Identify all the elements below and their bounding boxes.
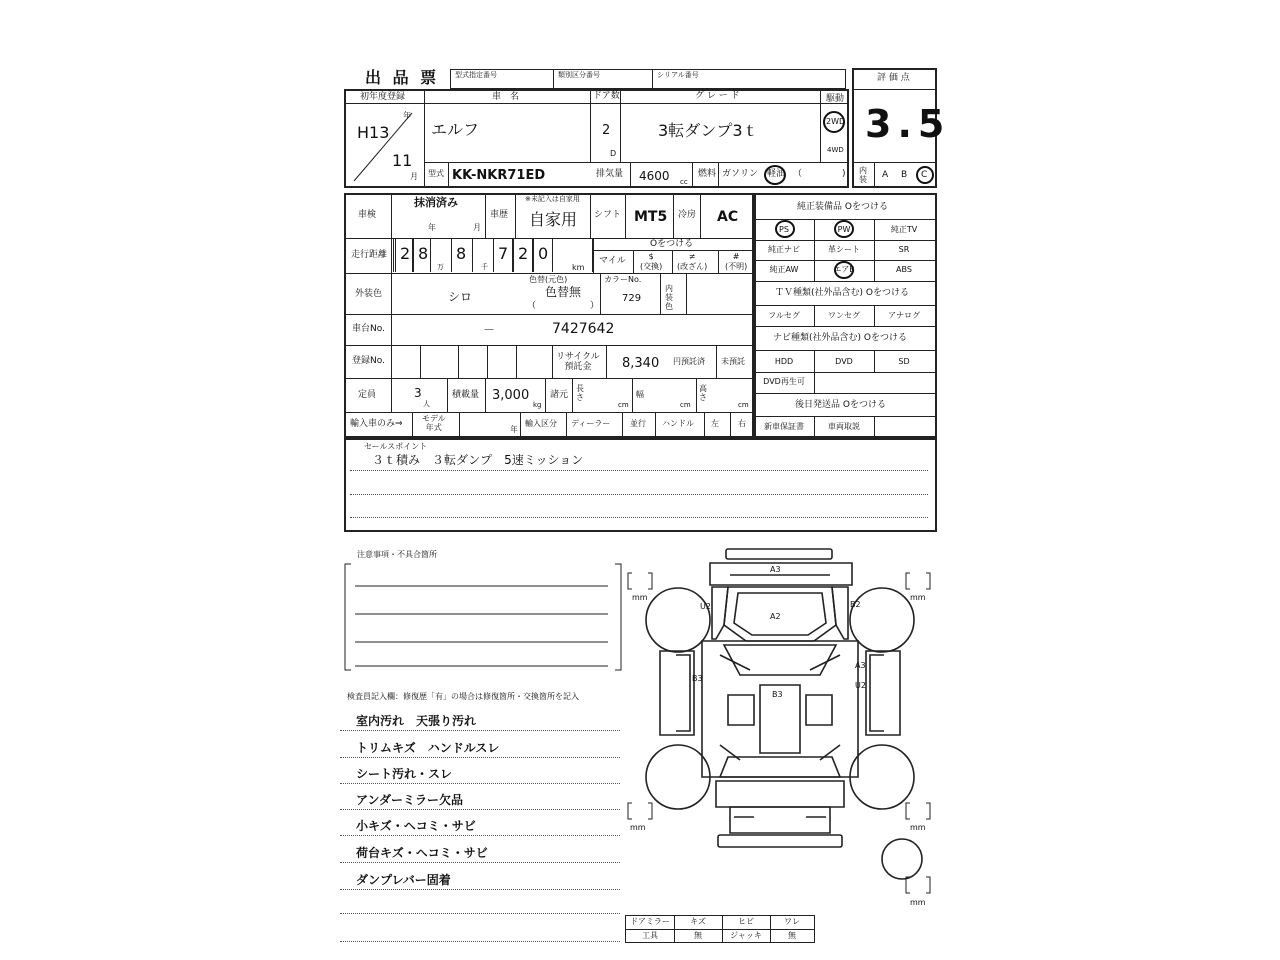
mileage-digit: 2	[518, 244, 529, 263]
color-change: 色替無	[545, 285, 582, 299]
tools-header: ドアミラー	[630, 917, 670, 926]
sales-point-label: セールスポイント	[364, 442, 428, 451]
tools-header: ワレ	[784, 917, 800, 926]
reg-diagonal	[344, 103, 424, 188]
mm-label: mm	[630, 823, 646, 832]
chassis-dash: －	[483, 323, 496, 337]
shift-label: シフト	[594, 210, 622, 220]
tools-cell: 無	[788, 931, 796, 940]
interior-color-label: 内装色	[665, 284, 673, 311]
mileage-sen: 千	[481, 263, 488, 271]
model-value: KK-NKR71ED	[452, 168, 546, 183]
dims-width-label: 幅	[636, 390, 644, 399]
mm-label: mm	[910, 823, 926, 832]
later-item[interactable]: 車両取説	[828, 422, 860, 431]
type-number-label: 型式指定番号	[455, 71, 497, 79]
genuine-item[interactable]: 純正ナビ	[768, 245, 800, 254]
doors-unit: D	[610, 149, 617, 158]
ps-circle	[775, 220, 795, 238]
mileage-digit: 8	[418, 244, 429, 263]
recycle-deposited[interactable]: 円預託済	[673, 357, 705, 366]
drive-4wd[interactable]: 4WD	[827, 146, 844, 154]
inspector-line-rule	[340, 835, 620, 836]
genuine-item[interactable]: エアB	[833, 265, 855, 274]
damage-mark: A2	[770, 612, 781, 621]
inspector-line-rule	[340, 809, 620, 810]
inspector-line-text: アンダーミラー欠品	[356, 793, 464, 807]
score-value: 3.5	[865, 102, 951, 146]
recycle-label: リサイクル 預託金	[556, 352, 600, 372]
tools-cell: 無	[694, 931, 702, 940]
drive-label: 駆動	[826, 94, 845, 104]
color-original-label: 色替(元色)	[529, 275, 568, 284]
interior-b[interactable]: B	[901, 170, 908, 180]
navi-item[interactable]: HDD	[774, 357, 794, 366]
dims-label: 諸元	[550, 390, 569, 400]
import-model-year: モデル 年式	[422, 414, 446, 432]
import-handle: ハンドル	[662, 419, 694, 428]
score-label: 評 価 点	[877, 73, 910, 83]
load-unit: kg	[533, 401, 542, 409]
class-number-label: 類別区分番号	[558, 71, 600, 79]
color-code-label: カラーNo.	[604, 275, 642, 284]
inspector-line-text: 小キズ・ヘコミ・サビ	[356, 819, 476, 833]
damage-mark: B3	[692, 674, 703, 683]
inspector-line-text: 荷台キズ・ヘコミ・サビ	[356, 846, 488, 860]
drive-2wd-circle	[823, 111, 845, 133]
interior-a[interactable]: A	[882, 170, 889, 180]
navi-item[interactable]: SD	[898, 357, 910, 366]
notes-frame	[343, 558, 623, 676]
inspector-line-rule	[340, 757, 620, 758]
dims-length-label: 長さ	[576, 384, 584, 402]
color-label: 外装色	[355, 289, 383, 299]
import-dealer[interactable]: ディーラー	[571, 419, 611, 428]
tv-header: ＴＶ種類(社外品含む) Oをつける	[775, 288, 909, 298]
model-label: 型式	[428, 169, 444, 178]
mileage-mile[interactable]: マイル	[599, 256, 626, 266]
car-name: エルフ	[431, 120, 480, 139]
inspection-value: 抹消済み	[414, 196, 458, 209]
mm-label: mm	[910, 898, 926, 907]
interior-c[interactable]: C	[921, 170, 928, 180]
dims-width-unit: cm	[680, 401, 691, 409]
color-value: シロ	[448, 290, 473, 304]
color-code: 729	[622, 293, 642, 304]
history-label: 車歴	[490, 210, 509, 220]
load-label: 積載量	[452, 390, 480, 400]
tools-header: キズ	[690, 917, 706, 926]
vehicle-diagram	[620, 545, 940, 915]
navi-item[interactable]: DVD再生可	[763, 377, 805, 386]
chassis-label: 車台No.	[352, 324, 385, 334]
genuine-item[interactable]: 革シート	[828, 245, 860, 254]
drive-2wd[interactable]: 2WD	[826, 117, 846, 126]
dims-length-unit: cm	[618, 401, 629, 409]
tools-header: ヒビ	[738, 917, 754, 926]
shift-value: MT5	[634, 209, 668, 225]
mileage-circle-note: Oをつける	[650, 239, 694, 249]
damage-mark: B2	[850, 600, 861, 609]
recycle-value: 8,340	[622, 356, 660, 371]
airbag-circle	[834, 261, 854, 279]
capacity-value: 3	[414, 386, 422, 400]
import-label: 輸入車のみ⇒	[350, 419, 403, 429]
history-value: 自家用	[529, 210, 578, 229]
header-fields	[450, 69, 846, 89]
color-paren: （ ）	[527, 301, 600, 311]
damage-mark: B3	[772, 690, 783, 699]
grade-value: 3転ダンプ3ｔ	[658, 121, 759, 140]
reg-era: H13	[357, 123, 390, 142]
recycle-not-deposited[interactable]: 未預託	[721, 357, 745, 366]
fuel-diesel[interactable]: 軽油	[767, 169, 786, 179]
mileage-unknown[interactable]: # (不明)	[725, 252, 748, 271]
doors-value: 2	[602, 123, 611, 138]
mileage-man: 万	[437, 263, 444, 271]
import-class: 輸入区分	[525, 419, 557, 428]
genuine-item[interactable]: SR	[898, 245, 910, 254]
inspection-month: 月	[473, 223, 481, 232]
chassis-value: 7427642	[552, 321, 615, 337]
genuine-header: 純正装備品 Oをつける	[797, 202, 888, 212]
navi-item[interactable]: DVD	[835, 357, 853, 366]
genuine-item[interactable]: PW	[837, 225, 851, 234]
notes-label: 注意事項・不具合箇所	[357, 550, 437, 559]
page-title: 出 品 票	[365, 68, 440, 87]
grade-label: グ レ ー ド	[695, 91, 740, 101]
doors-label: ドア数	[593, 91, 620, 101]
mileage-digit: 2	[400, 244, 411, 263]
damage-mark: U2	[855, 681, 866, 690]
capacity-unit: 人	[423, 400, 430, 408]
mm-label: mm	[910, 593, 926, 602]
mileage-label: 走行距離	[351, 250, 388, 260]
interior-c-circle	[916, 166, 934, 184]
import-year: 年	[510, 425, 518, 434]
displacement-value: 4600	[639, 169, 670, 183]
registration-label: 登録No.	[352, 356, 385, 366]
ac-label: 冷房	[678, 210, 697, 220]
damage-mark: A3	[770, 565, 781, 574]
reg-year-unit: 年	[403, 111, 411, 120]
genuine-item[interactable]: 純正TV	[890, 225, 918, 234]
displacement-label: 排気量	[596, 169, 624, 179]
inspector-line-text: 室内汚れ 天張り汚れ	[356, 714, 477, 728]
capacity-label: 定員	[358, 390, 377, 400]
genuine-item[interactable]: ABS	[896, 265, 912, 274]
inspector-line-rule	[340, 889, 620, 890]
genuine-item[interactable]: PS	[779, 225, 789, 234]
ac-value: AC	[717, 209, 739, 225]
damage-mark: A3	[855, 661, 866, 670]
genuine-item[interactable]: 純正AW	[769, 265, 799, 274]
mileage-altered[interactable]: ≠ (改ざん)	[677, 252, 708, 271]
inspection-label: 車検	[358, 210, 377, 220]
later-item[interactable]: 新車保証書	[764, 422, 804, 431]
fuel-label: 燃料	[698, 169, 717, 179]
reg-label: 初年度登録	[360, 92, 406, 102]
tv-item[interactable]: アナログ	[888, 311, 920, 320]
inspection-year: 年	[428, 223, 436, 232]
mm-label: mm	[632, 593, 648, 602]
import-parallel[interactable]: 並行	[630, 419, 646, 428]
sales-point-text: ３ｔ積み ３転ダンプ 5速ミッション	[372, 453, 584, 467]
mileage-exchange[interactable]: $ (交換)	[640, 252, 663, 271]
later-header: 後日発送品 Oをつける	[795, 400, 886, 410]
tv-item[interactable]: フルセグ	[768, 311, 800, 320]
import-right[interactable]: 右	[738, 419, 746, 428]
fuel-other[interactable]: （	[793, 169, 803, 179]
interior-label: 内装	[859, 166, 867, 184]
mileage-digit: 7	[498, 244, 509, 263]
reg-month-unit: 月	[410, 172, 418, 181]
navi-header: ナビ種類(社外品含む) Oをつける	[773, 333, 907, 343]
displacement-unit: cc	[680, 178, 688, 186]
tools-cell: ジャッキ	[730, 931, 762, 940]
history-note: ※未記入は自家用	[525, 195, 580, 203]
inspector-line-rule	[340, 862, 620, 863]
fuel-diesel-circle	[764, 165, 786, 185]
inspector-line-text: トリムキズ ハンドルスレ	[356, 741, 500, 755]
tools-cell: 工具	[642, 931, 658, 940]
damage-mark: U2	[700, 602, 711, 611]
inspector-line-rule	[340, 783, 620, 784]
inspector-line-text: シート汚れ・スレ	[356, 767, 453, 781]
fuel-gas[interactable]: ガソリン	[722, 169, 759, 179]
details-block	[344, 193, 754, 438]
mileage-digit: 0	[538, 244, 549, 263]
mileage-digit: 8	[456, 244, 467, 263]
inspector-label: 検査員記入欄：修復歴「有」の場合は修復箇所・交換箇所を記入	[347, 692, 579, 701]
load-value: 3,000	[492, 388, 530, 403]
pw-circle	[834, 220, 854, 238]
dims-height-unit: cm	[738, 401, 749, 409]
mileage-km: km	[572, 263, 585, 272]
inspector-line-rule	[340, 730, 620, 731]
tv-item[interactable]: ワンセグ	[828, 311, 860, 320]
reg-month: 11	[392, 151, 413, 170]
dims-height-label: 高さ	[699, 384, 707, 402]
inspector-line-text: ダンプレバー固着	[356, 873, 451, 887]
car-name-label: 車 名	[492, 92, 520, 102]
serial-number-label: シリアル番号	[657, 71, 699, 79]
import-left[interactable]: 左	[711, 419, 719, 428]
